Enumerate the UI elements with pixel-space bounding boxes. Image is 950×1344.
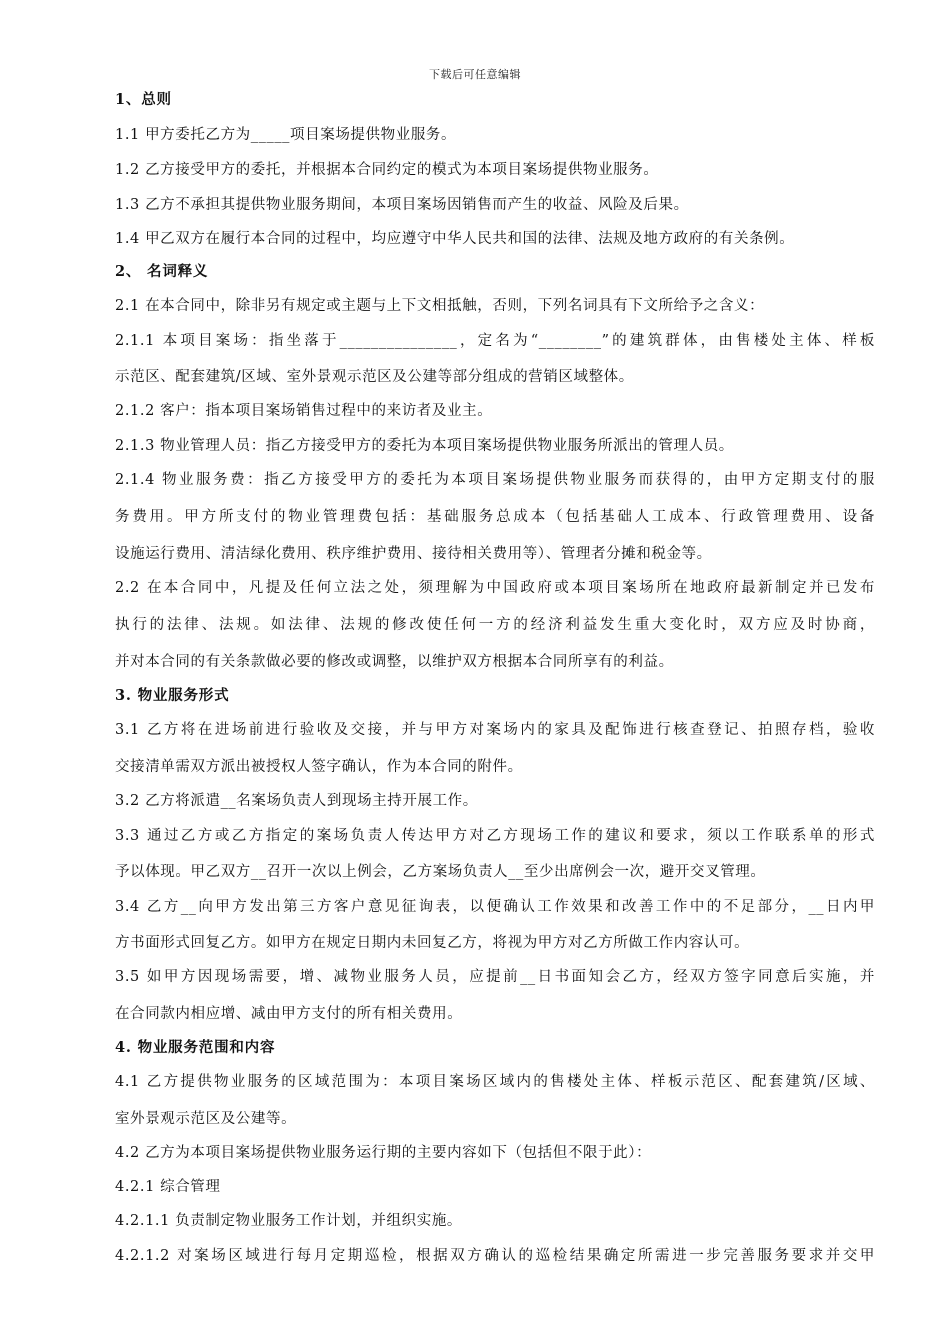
paragraph-line: 4.2.1.1 负责制定物业服务工作计划，并组织实施。 (115, 1213, 463, 1229)
paragraph-line: 3.1 乙方将在进场前进行验收及交接，并与甲方对案场内的家具及配饰进行核查登记、拍照存档，验收 (115, 722, 875, 738)
paragraph-line: 执行的法律、法规。如法律、法规的修改使任何一方的经济利益发生重大变化时，双方应及时协商， (115, 617, 875, 633)
paragraph-line: 3.3 通过乙方或乙方指定的案场负责人传达甲方对乙方现场工作的建议和要求，须以工作联系单的形式 (115, 828, 875, 844)
paragraph-line: 3.5 如甲方因现场需要，增、减物业服务人员，应提前__日书面知会乙方，经双方签字同意后实施，并 (115, 969, 875, 985)
paragraph-line: 3.4 乙方__向甲方发出第三方客户意见征询表，以便确认工作效果和改善工作中的不足部分，__日内甲 (115, 899, 875, 915)
paragraph-line: 1.4 甲乙双方在履行本合同的过程中，均应遵守中华人民共和国的法律、法规及地方政府的有关条例。 (115, 231, 795, 247)
paragraph-line: 示范区、配套建筑/区域、室外景观示范区及公建等部分组成的营销区域整体。 (115, 369, 634, 385)
paragraph-line: 4.2.1 综合管理 (115, 1179, 221, 1195)
paragraph-line: 2.1.2 客户：指本项目案场销售过程中的来访者及业主。 (115, 403, 493, 419)
paragraph-line: 3.2 乙方将派遣__名案场负责人到现场主持开展工作。 (115, 793, 478, 809)
paragraph-line: 交接清单需双方派出被授权人签字确认，作为本合同的附件。 (115, 759, 523, 775)
paragraph-line: 2.1.3 物业管理人员：指乙方接受甲方的委托为本项目案场提供物业服务所派出的管理人员。 (115, 438, 734, 454)
paragraph-line: 室外景观示范区及公建等。 (115, 1111, 297, 1127)
paragraph-line: 并对本合同的有关条款做必要的修改或调整，以维护双方根据本合同所享有的利益。 (115, 654, 674, 670)
paragraph-line: 1.2 乙方接受甲方的委托，并根据本合同约定的模式为本项目案场提供物业服务。 (115, 162, 659, 178)
section-heading-4: 4. 物业服务范围和内容 (115, 1039, 276, 1056)
paragraph-line: 2.2 在本合同中，凡提及任何立法之处，须理解为中国政府或本项目案场所在地政府最新制定并已发布 (115, 580, 875, 596)
section-heading-3: 3. 物业服务形式 (115, 687, 230, 704)
paragraph-line: 1.3 乙方不承担其提供物业服务期间，本项目案场因销售而产生的收益、风险及后果。 (115, 197, 689, 213)
paragraph-line: 2.1.4 物业服务费：指乙方接受甲方的委托为本项目案场提供物业服务而获得的，由甲方定期支付的服 (115, 472, 875, 488)
paragraph-line: 4.2.1.2 对案场区域进行每月定期巡检，根据双方确认的巡检结果确定所需进一步完善服务要求并交甲 (115, 1248, 875, 1264)
paragraph-line: 4.1 乙方提供物业服务的区域范围为：本项目案场区域内的售楼处主体、样板示范区、配套建筑/区域、 (115, 1074, 875, 1090)
paragraph-line: 4.2 乙方为本项目案场提供物业服务运行期的主要内容如下（包括但不限于此）： (115, 1145, 652, 1161)
section-heading-1: 1、总则 (115, 91, 172, 108)
section-heading-2: 2、 名词释义 (115, 263, 209, 280)
paragraph-line: 设施运行费用、清洁绿化费用、秩序维护费用、接待相关费用等）、管理者分摊和税金等。 (115, 546, 712, 562)
paragraph-line: 方书面形式回复乙方。如甲方在规定日期内未回复乙方，将视为甲方对乙方所做工作内容认可。 (115, 935, 750, 951)
paragraph-line: 2.1.1 本项目案场：指坐落于_______________，定名为“________”的建筑群体，由售楼处主体、样板 (115, 333, 875, 349)
paragraph-line: 在合同款内相应增、减由甲方支付的所有相关费用。 (115, 1006, 463, 1022)
paragraph-line: 务费用。甲方所支付的物业管理费包括：基础服务总成本（包括基础人工成本、行政管理费用、设备 (115, 509, 875, 525)
page-header: 下载后可任意编辑 (429, 68, 521, 81)
paragraph-line: 2.1 在本合同中，除非另有规定或主题与上下文相抵触，否则，下列名词具有下文所给予之含义： (115, 298, 765, 314)
paragraph-line: 1.1 甲方委托乙方为_____项目案场提供物业服务。 (115, 127, 457, 143)
paragraph-line: 予以体现。甲乙双方__召开一次以上例会，乙方案场负责人__至少出席例会一次，避开交叉管理。 (115, 864, 766, 880)
